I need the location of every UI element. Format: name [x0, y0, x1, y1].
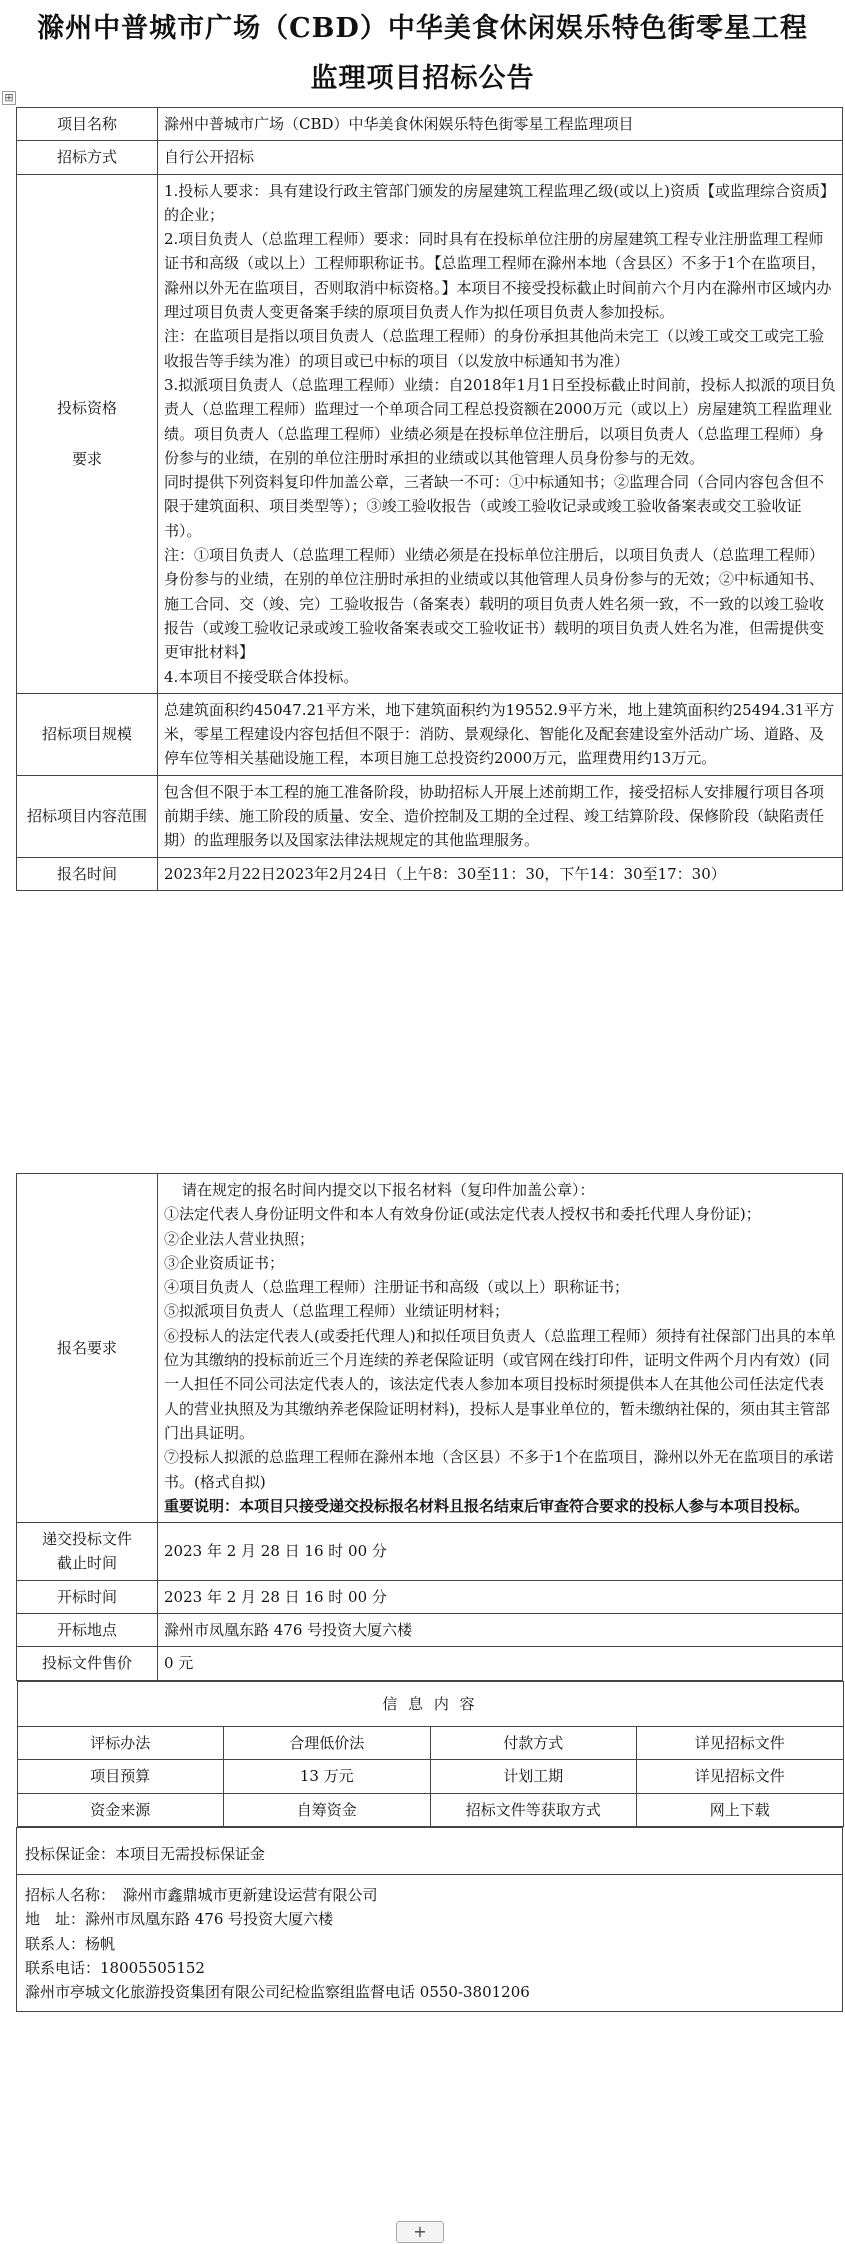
- bid-method-label: 招标方式: [17, 141, 158, 174]
- deadline-label: [17, 1523, 158, 1581]
- qualification-note1: 注：在监项目是指以项目负责人（总监理工程师）的身份承担其他尚未完工（以竣工或交工或完工验收报告等手续为准）的项目或已中标的项目（以发放中标通知书为准）: [164, 327, 825, 370]
- info-cell: 项目预算: [17, 1760, 224, 1793]
- notice-table-main: [16, 107, 843, 891]
- reg-req-item: ⑤拟派项目负责人（总监理工程师）业绩证明材料；: [164, 1302, 510, 1321]
- qualification-p2: [164, 227, 836, 324]
- info-cell: 详见招标文件: [637, 1760, 844, 1793]
- reg-req-item: ③企业资质证书；: [164, 1253, 285, 1272]
- qualification-content: [158, 174, 843, 693]
- open-place-value: 滁州市凤凰东路 476 号投资大厦六楼: [158, 1614, 843, 1647]
- qualification-label-line1: 投标资格: [56, 399, 117, 418]
- qualification-p4: 同时提供下列资料复印件加盖公章，三者缺一不可：①中标通知书；②监理合同（合同内容包含但不限于建筑面积、项目类型等）；③竣工验收报告（或竣工验收记录或竣工验收备案表或交工验收证书）。: [164, 473, 825, 540]
- page-title-line1: 滁州中普城市广场（CBD）中华美食休闲娱乐特色街零星工程: [37, 13, 808, 44]
- contact-line: 招标人名称： 滁州市鑫鼎城市更新建设运营有限公司: [25, 1886, 378, 1905]
- reg-req-label: 报名要求: [17, 1174, 158, 1523]
- deadline-label-line2: 截止时间: [56, 1554, 117, 1573]
- info-cell: 合理低价法: [224, 1726, 431, 1759]
- reg-req-content: [158, 1174, 843, 1523]
- qualification-p5: 4.本项目不接受联合体投标。: [164, 667, 359, 686]
- reg-req-item: ⑦投标人拟派的总监理工程师在滁州本地（含区县）不多于1个在监项目，滁州以外无在监项目的承诺书。(格式自拟): [164, 1448, 834, 1491]
- page-title-line2: 监理项目招标公告: [310, 63, 535, 94]
- reg-req-item: ①法定代表人身份证明文件和本人有效身份证(或法定代表人授权书和委托代理人身份证)；: [164, 1205, 761, 1224]
- scale-value: 总建筑面积约45047.21平方米，地下建筑面积约为19552.9平方米，地上建筑面积约25494.31平方米，零星工程建设内容包括但不限于：消防、景观绿化、智能化及配套建设室外活动广场、道路、及停车位等相关基础设施工程，本项目施工总投资约2000万元，监理费用约13万元。: [158, 693, 843, 775]
- notice-table-secondary: [16, 1173, 843, 2012]
- range-value: 包含但不限于本工程的施工准备阶段，协助招标人开展上述前期工作，接受招标人安排履行项目各项前期手续、施工阶段的质量、安全、造价控制及工期的全过程、竣工结算阶段、保修阶段（缺陷责任期）的监理服务以及国家法律法规规定的其他监理服务。: [158, 775, 843, 857]
- qualification-label-line2: 要求: [71, 449, 102, 468]
- contact-line: 联系人：杨帆: [25, 1934, 116, 1953]
- range-label: 招标项目内容范围: [17, 775, 158, 857]
- qualification-p1: 1.投标人要求：具有建设行政主管部门颁发的房屋建筑工程监理乙级(或以上)资质【或监理综合资质】的企业；: [164, 181, 836, 224]
- info-header: 信 息 内 容: [17, 1681, 843, 1726]
- open-time-label: 开标时间: [17, 1580, 158, 1613]
- info-cell: 付款方式: [430, 1726, 637, 1759]
- reg-req-item: ②企业法人营业执照；: [164, 1229, 315, 1248]
- reg-time-label: 报名时间: [17, 857, 158, 890]
- info-cell: 13 万元: [224, 1760, 431, 1793]
- table-row: [17, 1793, 843, 1826]
- guarantee: 投标保证金：本项目无需投标保证金: [17, 1827, 843, 1874]
- qualification-p2c: 本项目不接受投标截止时间前六个月内在滁州市区域内办理过项目负责人变更备案手续的原项目负责人作为拟任项目负责人参加投标。: [164, 278, 832, 322]
- bid-method-value: 自行公开招标: [158, 141, 843, 174]
- open-time-value: 2023 年 2 月 28 日 16 时 00 分: [158, 1580, 843, 1613]
- qualification-p3: 3.拟派项目负责人（总监理工程师）业绩：自2018年1月1日至投标截止时间前，投标人拟派的项目负责人（总监理工程师）监理过一个单项合同工程总投资额在2000万元（或以上）房屋建筑工程监理业绩。项目负责人（总监理工程师）业绩必须是在投标单位注册后，以项目负责人（总监理工程师）身份参与的业绩，在别的单位注册时承担的业绩或以其他管理人员身份参与的无效。: [164, 375, 836, 467]
- deadline-value: 2023 年 2 月 28 日 16 时 00 分: [158, 1523, 843, 1581]
- info-cell: 资金来源: [17, 1793, 224, 1826]
- reg-req-intro: 请在规定的报名时间内提交以下报名材料（复印件加盖公章）：: [182, 1181, 595, 1199]
- table-move-handle-icon[interactable]: ⊞: [2, 91, 16, 105]
- add-row-button[interactable]: +: [396, 2221, 444, 2243]
- info-cell: 详见招标文件: [637, 1726, 844, 1759]
- qualification-p2b: 【总监理工程师在滁州本地（含县区）不多于1个在监项目，滁州以外无在监项目，否则取消中标资格。】: [164, 254, 827, 297]
- reg-req-important: 重要说明：本项目只接受递交投标报名材料且报名结束后审查符合要求的投标人参与本项目投标。: [164, 1496, 810, 1515]
- table-row: [17, 1760, 843, 1793]
- open-place-label: 开标地点: [17, 1614, 158, 1647]
- qualification-note2: 注：①项目负责人（总监理工程师）业绩必须是在投标单位注册后，以项目负责人（总监理工程师）身份参与的业绩，在别的单位注册时承担的业绩或以其他管理人员身份参与的无效；②中标通知书、施工合同、交（竣、完）工验收报告（备案表）载明的项目负责人姓名须一致，不一致的以竣工验收报告（或竣工验收记录或竣工验收备案表或交工验收证书）载明的项目负责人姓名为准，但需提供变更审批材料】: [164, 546, 825, 662]
- info-cell: 网上下载: [637, 1793, 844, 1826]
- doc-price-label: 投标文件售价: [17, 1647, 158, 1680]
- info-cell: 招标文件等获取方式: [430, 1793, 637, 1826]
- contact-line: 地 址：滁州市凤凰东路 476 号投资大厦六楼: [25, 1910, 334, 1929]
- doc-price-value: 0 元: [158, 1647, 843, 1680]
- info-cell: 计划工期: [430, 1760, 637, 1793]
- contact-line: 滁州市亭城文化旅游投资集团有限公司纪检监察组监督电话 0550-3801206: [25, 1983, 530, 2002]
- info-cell: 自筹资金: [224, 1793, 431, 1826]
- project-name-value: 滁州中普城市广场（CBD）中华美食休闲娱乐特色街零星工程监理项目: [158, 108, 843, 141]
- deadline-label-line1: 递交投标文件: [41, 1530, 132, 1549]
- qualification-p2a: 2.项目负责人（总监理工程师）要求：同时具有在投标单位注册的房屋建筑工程专业注册监理工程师证书和高级（或以上）工程师职称证书。: [164, 230, 824, 273]
- scale-label: 招标项目规模: [17, 693, 158, 775]
- contact-line: 联系电话：18005505152: [25, 1959, 205, 1978]
- table-row: [17, 1726, 843, 1759]
- project-name-label: 项目名称: [17, 108, 158, 141]
- reg-time-value: 2023年2月22日2023年2月24日（上午8：30至11：30，下午14：30至17：30）: [158, 857, 843, 890]
- info-cell: 评标办法: [17, 1726, 224, 1759]
- reg-req-item: ④项目负责人（总监理工程师）注册证书和高级（或以上）职称证书；: [164, 1278, 630, 1297]
- qualification-label: [17, 174, 158, 693]
- contact-block: [17, 1875, 843, 2011]
- info-table: [17, 1681, 844, 1827]
- reg-req-item: ⑥投标人的法定代表人(或委托代理人)和拟任项目负责人（总监理工程师）须持有社保部门出具的本单位为其缴纳的投标前近三个月连续的养老保险证明（或官网在线打印件，证明文件两个月内有效）(同一人担任不同公司法定代表人的，该法定代表人参加本项目投标时须提供本人在其他公司任法定代表人的营业执照及为其缴纳养老保险证明材料)，投标人是事业单位的，暂未缴纳社保的，须由其主管部门出具证明。: [164, 1326, 836, 1442]
